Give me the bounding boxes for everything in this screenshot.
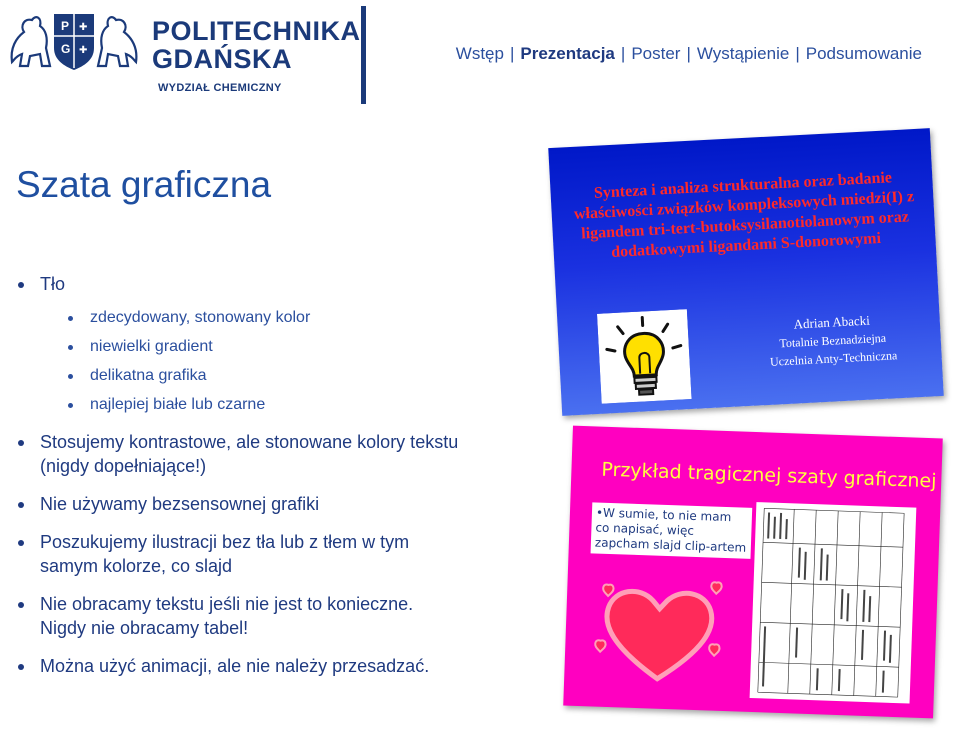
slide-example-title: Synteza i analiza strukturalna oraz badanie właściwości związków kompleksowych miedzi(I) z ligandem tri-tert-butoksysilanotiolanowym oraz dodatkowymi ligandami S-donorowymi — [573, 169, 915, 262]
rotated-table-graphic — [750, 502, 917, 703]
nav-item-wystapienie[interactable]: Wystąpienie — [696, 44, 790, 63]
bullet-item: Poszukujemy ilustracji bez tła lub z tłem w tym samym kolorze, co slajd — [16, 530, 460, 578]
sub-bullet-item: najlepiej białe lub czarne — [16, 395, 486, 415]
slide-example-title: Przykład tragicznej szaty graficznej — [601, 458, 937, 493]
svg-text:✚: ✚ — [79, 45, 88, 56]
bullet-item: Nie obracamy tekstu jeśli nie jest to konieczne. Nigdy nie obracamy tabel! — [16, 592, 440, 640]
nav-item-wstep[interactable]: Wstęp — [455, 44, 504, 63]
university-name-line1: POLITECHNIKA — [152, 16, 361, 46]
affiliation-line: Totalnie Beznadziejna — [779, 330, 887, 351]
svg-text:G: G — [61, 42, 71, 56]
lightbulb-icon — [597, 309, 692, 404]
bullet-item: Można użyć animacji, ale nie należy przesadzać. — [16, 654, 440, 678]
university-logo — [0, 0, 380, 105]
faculty-name: WYDZIAŁ CHEMICZNY — [158, 82, 282, 94]
bullet-item: Stosujemy kontrastowe, ale stonowane kolory tekstu (nigdy dopełniające!) — [16, 430, 460, 478]
crest-icon — [6, 8, 142, 74]
svg-text:✚: ✚ — [79, 22, 88, 33]
author-name: Adrian Abacki — [793, 312, 871, 332]
logo-divider — [361, 6, 366, 104]
nav-separator: | — [509, 44, 515, 63]
slide-example-author — [751, 309, 914, 371]
nav-separator: | — [686, 44, 691, 63]
nav-item-podsumowanie[interactable]: Podsumowanie — [805, 44, 922, 63]
sub-bullet-item: zdecydowany, stonowany kolor — [16, 308, 486, 328]
nav-separator: | — [795, 44, 800, 63]
bullet-item: Nie używamy bezsensownej grafiki — [16, 492, 486, 516]
sub-bullet-item: niewielki gradient — [16, 337, 486, 357]
university-name-line2: GDAŃSKA — [152, 44, 293, 74]
bullet-list — [16, 272, 486, 678]
page-title: Szata graficzna — [16, 164, 272, 205]
sub-bullet-item: delikatna grafika — [16, 366, 486, 386]
nav-item-prezentacja[interactable]: Prezentacja — [520, 44, 615, 63]
heart-icon — [592, 577, 726, 691]
nav-item-poster[interactable]: Poster — [631, 44, 681, 63]
svg-text:P: P — [61, 19, 70, 33]
slide-example-pink — [563, 426, 943, 719]
slide-example-blue — [548, 128, 944, 416]
bullet-item: Tło — [16, 272, 486, 296]
nav-separator: | — [620, 44, 626, 63]
affiliation-line: Uczelnia Anty-Techniczna — [769, 348, 898, 369]
top-navigation — [456, 44, 922, 64]
slide-example-note: • W sumie, to nie mam co napisać, więc zapcham slajd clip-artem — [591, 502, 753, 559]
